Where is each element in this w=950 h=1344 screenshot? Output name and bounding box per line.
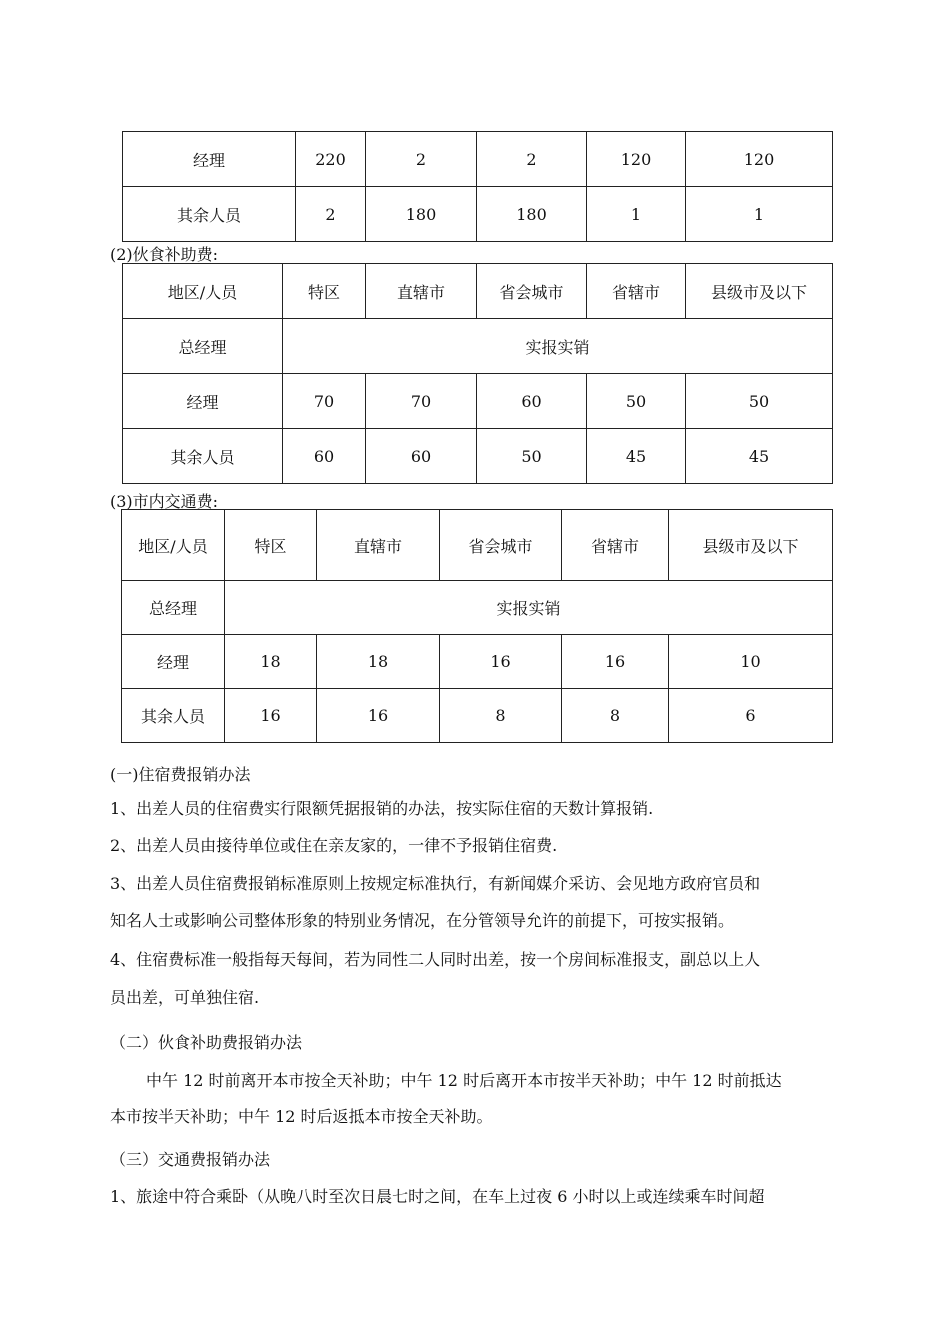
table-cell: 其余人员 bbox=[122, 689, 225, 743]
table-cell: 120 bbox=[587, 132, 686, 187]
table-cell: 60 bbox=[366, 429, 477, 484]
table-cell: 1 bbox=[587, 187, 686, 242]
table-cell: 50 bbox=[477, 429, 587, 484]
table-cell: 其余人员 bbox=[123, 429, 283, 484]
table-header-row bbox=[123, 264, 833, 319]
table-cell: 18 bbox=[317, 635, 440, 689]
table-cell: 实报实销 bbox=[225, 581, 833, 635]
table-cell: 16 bbox=[225, 689, 317, 743]
table-cell: 10 bbox=[669, 635, 833, 689]
table-cell: 1 bbox=[686, 187, 833, 242]
paragraph: 知名人士或影响公司整体形象的特别业务情况，在分管领导允许的前提下，可按实报销。 bbox=[110, 911, 735, 930]
table-cell: 120 bbox=[686, 132, 833, 187]
table-row bbox=[123, 319, 833, 374]
table-cell: 经理 bbox=[123, 374, 283, 429]
table-header-cell: 省辖市 bbox=[562, 510, 669, 581]
table-cell: 8 bbox=[562, 689, 669, 743]
table-cell: 16 bbox=[440, 635, 562, 689]
table-cell: 实报实销 bbox=[283, 319, 833, 374]
table-cell: 70 bbox=[283, 374, 366, 429]
table-cell: 180 bbox=[366, 187, 477, 242]
table-cell: 6 bbox=[669, 689, 833, 743]
paragraph: 员出差，可单独住宿. bbox=[110, 988, 260, 1007]
table-header-cell: 地区/人员 bbox=[123, 264, 283, 319]
table-cell: 60 bbox=[283, 429, 366, 484]
table-cell: 经理 bbox=[122, 635, 225, 689]
lodging-table bbox=[122, 131, 833, 242]
table-cell: 45 bbox=[587, 429, 686, 484]
section-title-meal: （二）伙食补助费报销办法 bbox=[110, 1033, 303, 1052]
table-cell: 45 bbox=[686, 429, 833, 484]
table-cell: 70 bbox=[366, 374, 477, 429]
paragraph: 3、出差人员住宿费报销标准原则上按规定标准执行，有新闻媒介采访、会见地方政府官员和 bbox=[110, 874, 761, 893]
table-header-cell: 省会城市 bbox=[440, 510, 562, 581]
paragraph: 本市按半天补助；中午 12 时后返抵本市按全天补助。 bbox=[110, 1107, 493, 1126]
table-header-cell: 特区 bbox=[283, 264, 366, 319]
transport-table bbox=[121, 509, 833, 743]
paragraph: 1、出差人员的住宿费实行限额凭据报销的办法，按实际住宿的天数计算报销. bbox=[110, 799, 654, 818]
table-header-cell: 特区 bbox=[225, 510, 317, 581]
table-header-cell: 直辖市 bbox=[366, 264, 477, 319]
table-cell: 180 bbox=[477, 187, 587, 242]
meal-table bbox=[122, 263, 833, 484]
table-cell: 16 bbox=[562, 635, 669, 689]
table-row bbox=[122, 581, 833, 635]
table-cell: 经理 bbox=[123, 132, 296, 187]
transport-caption: (3)市内交通费: bbox=[110, 492, 219, 511]
table-header-row bbox=[122, 510, 833, 581]
table-row bbox=[123, 374, 833, 429]
table-header-cell: 直辖市 bbox=[317, 510, 440, 581]
table-cell: 2 bbox=[296, 187, 366, 242]
table-cell: 2 bbox=[477, 132, 587, 187]
table-cell: 16 bbox=[317, 689, 440, 743]
table-row bbox=[123, 187, 833, 242]
section-title-lodging: (一)住宿费报销办法 bbox=[110, 765, 251, 784]
meal-caption: (2)伙食补助费: bbox=[110, 245, 219, 264]
table-cell: 18 bbox=[225, 635, 317, 689]
paragraph: 2、出差人员由接待单位或住在亲友家的，一律不予报销住宿费. bbox=[110, 836, 558, 855]
table-cell: 总经理 bbox=[123, 319, 283, 374]
table-row bbox=[122, 635, 833, 689]
section-title-transport: （三）交通费报销办法 bbox=[110, 1150, 271, 1169]
table-header-cell: 地区/人员 bbox=[122, 510, 225, 581]
table-header-cell: 县级市及以下 bbox=[669, 510, 833, 581]
table-cell: 2 bbox=[366, 132, 477, 187]
paragraph: 1、旅途中符合乘卧（从晚八时至次日晨七时之间，在车上过夜 6 小时以上或连续乘车时间超 bbox=[110, 1187, 765, 1206]
table-header-cell: 省辖市 bbox=[587, 264, 686, 319]
table-cell: 8 bbox=[440, 689, 562, 743]
table-row bbox=[123, 132, 833, 187]
paragraph: 中午 12 时前离开本市按全天补助；中午 12 时后离开本市按半天补助；中午 12 时前抵达 bbox=[146, 1071, 782, 1090]
table-cell: 总经理 bbox=[122, 581, 225, 635]
table-header-cell: 省会城市 bbox=[477, 264, 587, 319]
table-row bbox=[122, 689, 833, 743]
table-cell: 其余人员 bbox=[123, 187, 296, 242]
table-cell: 60 bbox=[477, 374, 587, 429]
table-cell: 50 bbox=[587, 374, 686, 429]
paragraph: 4、住宿费标准一般指每天每间，若为同性二人同时出差，按一个房间标准报支，副总以上人 bbox=[110, 950, 761, 969]
table-cell: 50 bbox=[686, 374, 833, 429]
table-header-cell: 县级市及以下 bbox=[686, 264, 833, 319]
table-row bbox=[123, 429, 833, 484]
table-cell: 220 bbox=[296, 132, 366, 187]
